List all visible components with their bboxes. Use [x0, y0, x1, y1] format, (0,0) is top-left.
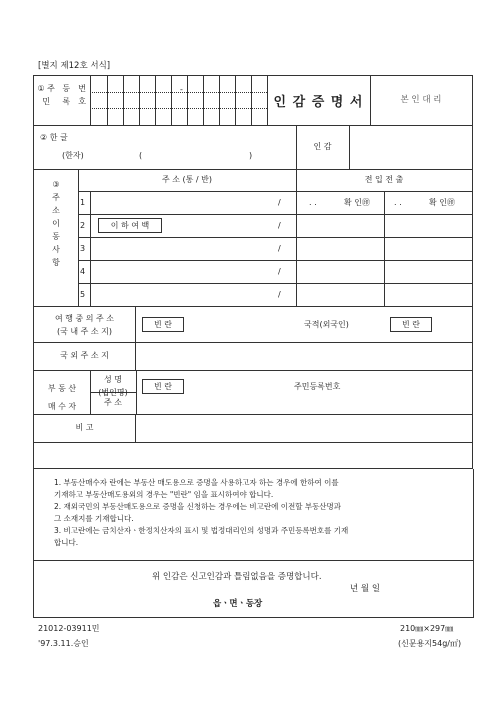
address-row-1-no: 1 — [80, 198, 86, 207]
form-reference: [별지 제12호 서식] — [38, 61, 111, 71]
address-row-5-no: 5 — [80, 290, 86, 299]
reg-no-dash: - — [180, 85, 183, 94]
instructions: 1. 부동산매수자 란에는 부동산 매도용으로 증명을 사용하고자 하는 경우에 한하여 이를 기재하고 부동산매도용외의 경우는 "빈란" 임을 표시하여야 합니다. 2. 재외국민의 부동산매도용으로 증명을 신청하는 경우에는 비고란에 이전할 부동산명과 그 소재지를 기재합니다. 3. 비고란에는 금치산자ㆍ한정치산자의 표시 및 법정대리인의 성명과 주민등록번호를 기재 합니다. — [54, 478, 349, 547]
hanja-paren-close: ) — [249, 151, 253, 160]
address-change-section-label: ③ 주 소 이 동 사 항 — [52, 180, 60, 267]
real-estate-buyer-label: 부 동 산 매 수 자 — [47, 384, 77, 411]
address-row-4-slash: / — [278, 267, 281, 276]
certification-text: 위 인감은 신고인감과 틀림없음을 증명합니다. — [152, 572, 322, 582]
address-row-5-slash: / — [278, 290, 281, 299]
address-row-2-no: 2 — [80, 221, 86, 230]
seal-certificate-form — [33, 75, 473, 469]
address-row-3-no: 3 — [80, 244, 86, 253]
address-row-1-slash: / — [278, 198, 281, 207]
nationality-label: 국적(외국인) — [304, 320, 349, 329]
resident-reg-no-label: ① 주 민 등 록 번 호 — [37, 84, 86, 106]
seal-area[interactable] — [350, 126, 472, 169]
date-line: 년 월 일 — [350, 584, 381, 594]
resident-no-label: 주민등록번호 — [294, 382, 341, 391]
row-1-move-in-date: . . — [309, 198, 317, 207]
row-1-move-in-confirm: 확 인㊞ — [344, 198, 370, 207]
below-blank-stamp: 이 하 여 백 — [98, 218, 162, 233]
name-hanja-label: (한자) — [62, 151, 84, 160]
document-title: 인 감 증 명 서 — [273, 95, 364, 110]
row-1-move-out-confirm: 확 인㊞ — [429, 198, 455, 207]
hanja-paren-open: ( — [139, 151, 143, 160]
moved-in-out-header: 전 입 전 출 — [364, 175, 404, 184]
address-row-3-slash: / — [278, 244, 281, 253]
form-code: 21012-03911민 — [38, 624, 100, 633]
agent-label: 본 인 대 리 — [400, 95, 442, 106]
row-1-move-out-date: . . — [394, 198, 402, 207]
blank-stamp-buyer: 빈 란 — [142, 379, 184, 394]
name-korean-label: ② 한 글 — [40, 133, 68, 142]
approval-date: '97.3.11.승인 — [38, 639, 89, 648]
travel-address-label: 여 행 중 의 주 소 (국 내 주 소 지) — [54, 314, 115, 336]
seal-label: 인 감 — [313, 142, 332, 151]
issuer-label: 읍ㆍ면ㆍ동장 — [213, 599, 263, 609]
address-row-4-no: 4 — [80, 267, 86, 276]
address-column-header: 주 소 (통 / 반) — [161, 175, 213, 184]
paper-type: (신문용지54g/㎡) — [398, 639, 462, 648]
buyer-name-label: 성 명 (법인명) — [98, 375, 128, 397]
address-row-2-slash: / — [278, 221, 281, 230]
buyer-address-label: 주 소 — [104, 398, 122, 407]
paper-size: 210㎜×297㎜ — [400, 624, 454, 633]
foreign-address-label: 국 외 주 소 지 — [60, 351, 109, 360]
blank-stamp-nationality: 빈 란 — [390, 317, 432, 332]
blank-stamp-travel: 빈 란 — [142, 317, 184, 332]
remarks-label: 비 고 — [75, 423, 94, 432]
